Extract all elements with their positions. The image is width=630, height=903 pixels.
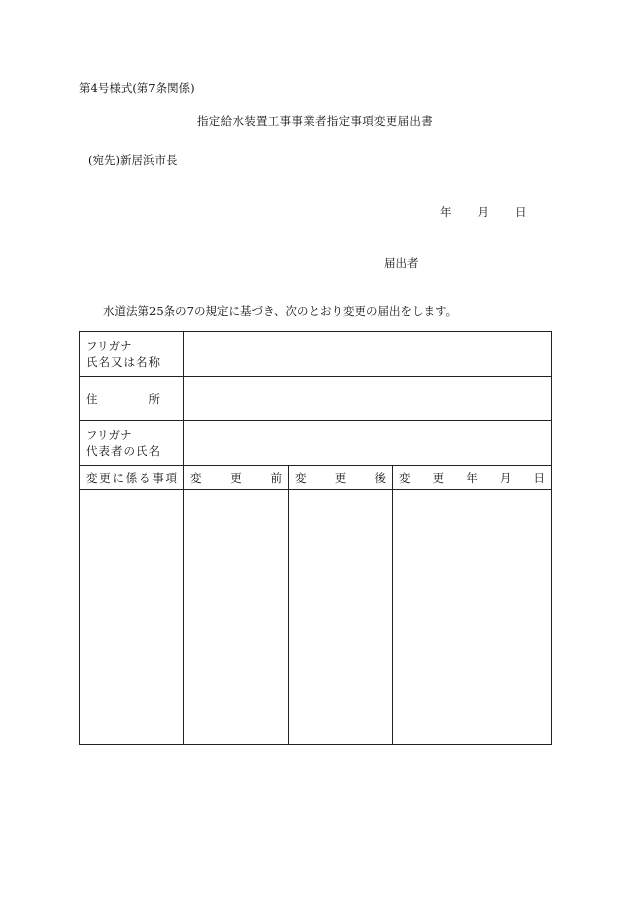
change-form-table	[79, 331, 552, 745]
date-year-label: 年	[440, 205, 452, 219]
address-label: 住 所	[86, 391, 160, 406]
before-field[interactable]	[184, 490, 289, 745]
header-after: 変 更 後	[289, 466, 393, 490]
statement-text: 水道法第25条の7の規定に基づき、次のとおり変更の届出をします。	[103, 304, 458, 318]
row-address	[80, 377, 552, 421]
date-day-label: 日	[515, 205, 527, 219]
notifier-label: 届出者	[384, 256, 419, 270]
name-label: 氏名又は名称	[86, 355, 161, 369]
date-month-label: 月	[477, 205, 489, 219]
company-name-field[interactable]	[184, 332, 552, 377]
after-field[interactable]	[289, 490, 393, 745]
row-company-name	[80, 332, 552, 377]
header-before: 変 更 前	[184, 466, 289, 490]
address-field[interactable]	[184, 377, 552, 421]
date-line	[440, 207, 527, 219]
form-number: 第4号様式(第7条関係)	[79, 81, 195, 95]
row-representative	[80, 421, 552, 466]
change-date-field[interactable]	[393, 490, 552, 745]
company-name-label-cell	[80, 332, 184, 377]
rep-name-label: 代表者の氏名	[86, 444, 161, 458]
document-title: 指定給水装置工事事業者指定事項変更届出書	[197, 114, 433, 128]
header-change-date: 変 更 年 月 日	[393, 466, 552, 490]
kana-label: フリガナ	[86, 339, 132, 353]
row-change-details	[80, 490, 552, 745]
addressee: (宛先)新居浜市長	[88, 153, 178, 167]
rep-kana-label: フリガナ	[86, 428, 132, 442]
row-column-headers	[80, 466, 552, 490]
representative-label-cell	[80, 421, 184, 466]
header-matter: 変 更 に 係 る 事 項	[80, 466, 184, 490]
matter-field[interactable]	[80, 490, 184, 745]
representative-field[interactable]	[184, 421, 552, 466]
address-label-cell	[80, 377, 184, 421]
